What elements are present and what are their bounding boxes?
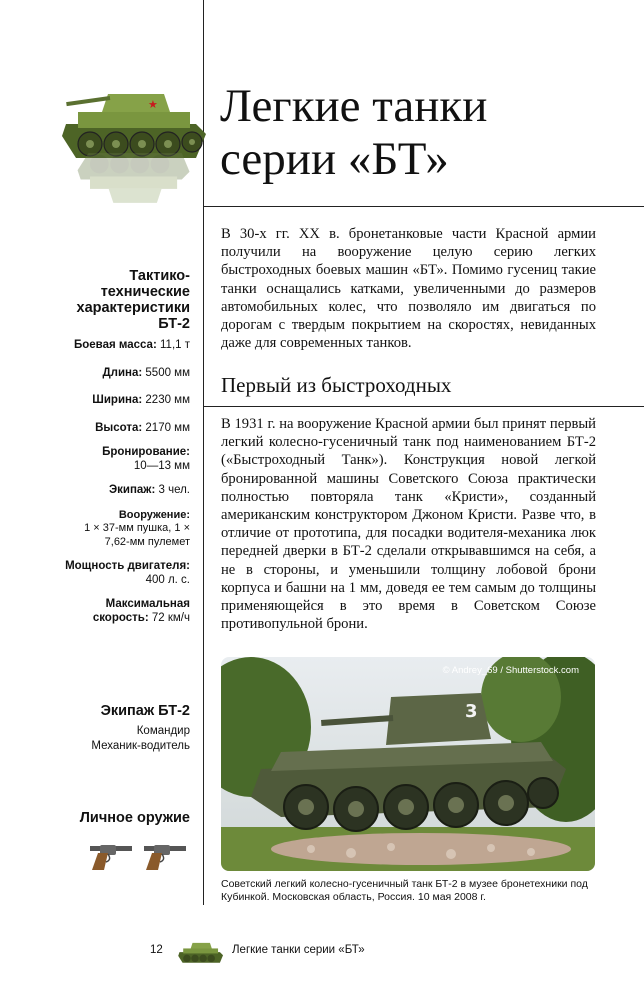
crew-list [40, 724, 190, 754]
spec-speed: Максимальная скорость: 72 км/ч [92, 598, 190, 624]
spec-engine: Мощность двигателя: 400 л. с. [65, 560, 190, 586]
weapons-title: Личное оружие [79, 810, 190, 826]
tank-photo-scene [221, 657, 595, 871]
photo-credit: © Andrey_69 / Shutterstock.com [442, 665, 579, 676]
spec-armament: Вооружение: 1 × 37-мм пушка, 1 × 7,62-мм пулемет [84, 508, 190, 548]
revolver-icon [138, 842, 190, 872]
page-number: 12 [150, 944, 163, 956]
section-paragraph: В 1931 г. на вооружение Красной армии был принят первый легкий колесно-гусеничный танк под наименованием БТ-2 («Быстроходный Танк»). Конструкция новой легкой бронированной машины Советского Союза практически полностью повторяла танк «Кристи», созданный американским конструктором Джоном Кристи. Разве что, в отличие от прототипа, для посадки водителя-механика люк передней дверки в БТ-2 сделали открывавшимся на себя, а не в стороны, и уменьшили толщину лобовой брони корпуса и башни на 1 мм, доведя ее тем самым до толщины применяющейся в это время в Советском Союзе противопульной брони. [221, 416, 596, 633]
running-title: Легкие танки серии «БТ» [232, 944, 365, 956]
specs-title: Тактико-технические характеристики БТ-2 [76, 268, 190, 332]
spec-crew: Экипаж: 3 чел. [108, 484, 190, 496]
photo-caption: Советский легкий колесно-гусеничный танк БТ-2 в музее бронетехники под Кубинкой. Московская область, Россия. 10 мая 2008 г. [221, 878, 588, 903]
section-rule [203, 406, 644, 407]
intro-paragraph: В 30-х гг. XX в. бронетанковые части Красной армии получили на вооружение целую серию легких быстроходных боевых машин «БТ». Помимо гусениц такие танки оснащались катками, увеличенными до размеров автомобильных колес, что позволяло им двигаться по дорогам с твердым покрытием на скоростях, невиданных даже для современных танков. [221, 226, 596, 352]
spec-armor: Бронирование: 10—13 мм [102, 446, 190, 472]
section-heading: Первый из быстроходных [221, 373, 452, 397]
page-title [220, 80, 487, 186]
title-rule [203, 206, 644, 207]
spec-width: Ширина: 2230 мм [92, 394, 190, 406]
specs-panel [58, 268, 190, 636]
crew-member: Механик-водитель [91, 740, 190, 752]
page-footer [150, 936, 365, 964]
tank-illustration [56, 72, 208, 162]
svg-text:★: ★ [148, 98, 158, 111]
turret-number: 3 [465, 701, 478, 722]
title-line-1: Легкие танки [220, 80, 488, 132]
crew-member: Командир [136, 725, 190, 737]
spec-height: Высота: 2170 мм [95, 421, 190, 434]
spec-length: Длина: 5500 мм [102, 366, 190, 379]
crew-title: Экипаж БТ-2 [100, 703, 190, 719]
revolver-icon [84, 842, 136, 872]
title-line-2: серии «БТ» [220, 133, 449, 185]
tank-reflection [56, 150, 208, 220]
spec-mass: Боевая масса: 11,1 т [73, 339, 190, 351]
footer-tank-icon [174, 936, 226, 964]
tank-photo [221, 657, 595, 871]
